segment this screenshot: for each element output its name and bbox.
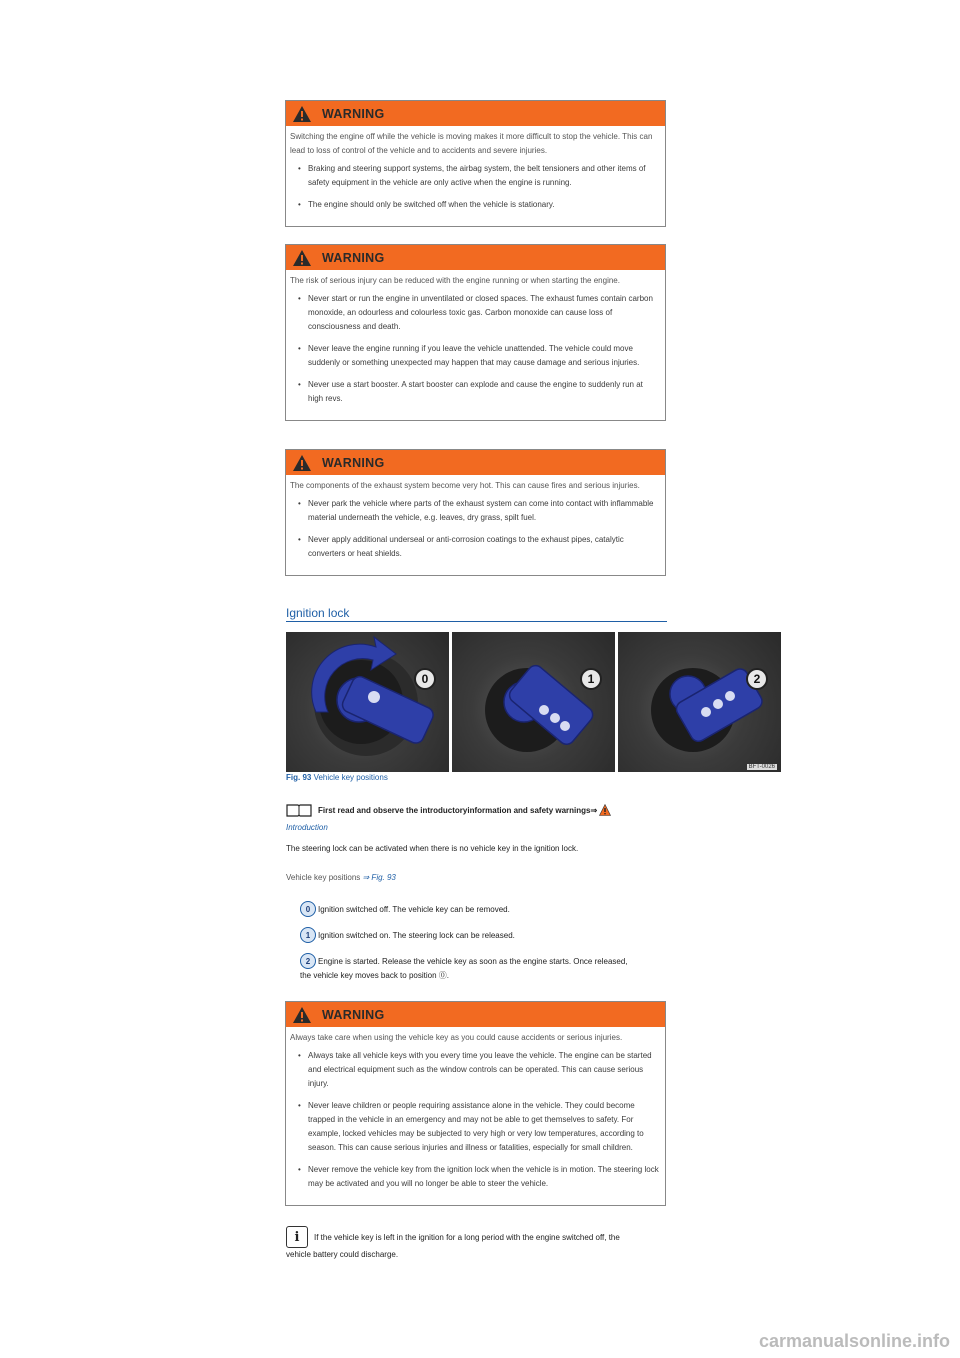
figure-caption [286, 773, 388, 782]
warning-triangle-icon [292, 105, 312, 123]
position-item [300, 901, 510, 917]
position-item [300, 927, 515, 943]
warning-triangle-icon [292, 1006, 312, 1024]
warning-title: WARNING [322, 250, 385, 265]
warning-item: • Never leave children or people requiring assistance alone in the vehicle. They could become trapped in the vehicle in an emergency and may not be able to get themselves to safety. For example, locked vehicles may be subjected to very high or very low temperatures, according to season. This can cause serious injuries and illness or fatalities, especially for small children. [290, 1099, 659, 1155]
figure-panel-2 [618, 632, 781, 772]
position-text: Ignition switched off. The vehicle key can be removed. [318, 904, 510, 914]
warning-header [286, 450, 665, 475]
warning-item: • Never remove the vehicle key from the ignition lock when the vehicle is in motion. The steering lock may be activated and you will no longer be able to steer the vehicle. [290, 1163, 659, 1191]
position-number-badge: 0 [300, 901, 316, 917]
figure-code: BFT-0026 [748, 764, 775, 770]
book-icon [286, 803, 312, 817]
warning-link-icon[interactable] [599, 804, 611, 816]
note-text: If the vehicle key is left in the ignition for a long period with the engine switched off, the [314, 1232, 620, 1242]
position-number-badge: 2 [300, 953, 316, 969]
position-text: Engine is started. Release the vehicle key as soon as the engine starts. Once released, [318, 956, 628, 966]
warning-header [286, 101, 665, 126]
section-title: Ignition lock [286, 606, 667, 622]
position-number-badge: 1 [300, 927, 316, 943]
warning-item: • Braking and steering support systems, the airbag system, the belt tensioners and other items of safety equipment in the vehicle are only active when the engine is running. [290, 162, 659, 190]
note-text-continuation: vehicle battery could discharge. [286, 1250, 399, 1259]
warning-item: • Never start or run the engine in unventilated or closed spaces. The exhaust fumes contain carbon monoxide, an odourless and colourless toxic gas. Carbon monoxide can cause loss of consciousness and death. [290, 292, 659, 334]
warning-title: WARNING [322, 1007, 385, 1022]
warning-intro: The components of the exhaust system become very hot. This can cause fires and serious injuries. [290, 481, 640, 490]
warning-header [286, 1002, 665, 1027]
read-first-notice [286, 803, 611, 817]
warning-intro: Switching the engine off while the vehicle is moving makes it more difficult to stop the vehicle. This can lead to loss of control of the vehicle and to accidents and severe injuries. [290, 132, 653, 155]
warning-intro: The risk of serious injury can be reduced with the engine running or when starting the engine. [290, 276, 620, 285]
position-badge-2: 2 [746, 668, 768, 690]
position-text: Ignition switched on. The steering lock can be released. [318, 930, 515, 940]
warning-intro: Always take care when using the vehicle key as you could cause accidents or serious injuries. [290, 1033, 623, 1042]
warning-header [286, 245, 665, 270]
warning-triangle-icon [292, 249, 312, 267]
watermark: carmanualsonline.info [758, 1331, 950, 1351]
key-image-1 [452, 632, 615, 772]
introduction-link[interactable]: Introduction [286, 823, 328, 832]
info-icon: i [286, 1226, 308, 1248]
figure-number: Fig. 93 [286, 773, 312, 782]
position-2-continuation: the vehicle key moves back to position ⓪. [300, 971, 449, 980]
key-positions-figure [286, 632, 781, 772]
warning-item: • Never park the vehicle where parts of the exhaust system can come into contact with inflammable material underneath the vehicle, e.g. leaves, dry grass, spilt fuel. [290, 497, 659, 525]
read-first-text: First read and observe the introductoryinformation and safety warnings [318, 805, 591, 815]
figure-panel-1 [452, 632, 615, 772]
warning-item: • Never leave the engine running if you leave the vehicle unattended. The vehicle could move suddenly or something unexpected may happen that may cause damage and serious injuries. [290, 342, 659, 370]
warning-box [285, 1001, 666, 1206]
figure-panel-0 [286, 632, 449, 772]
figure-caption-text: Vehicle key positions [311, 773, 388, 782]
position-badge-0: 0 [414, 668, 436, 690]
position-item [300, 953, 628, 969]
warning-item: • The engine should only be switched off when the vehicle is stationary. [290, 198, 659, 212]
warning-item: • Never apply additional underseal or anti-corrosion coatings to the exhaust pipes, catalytic converters or heat shields. [290, 533, 659, 561]
warning-item: • Never use a start booster. A start booster can explode and cause the engine to suddenly run at high revs. [290, 378, 659, 406]
warning-box [285, 449, 666, 576]
warning-box [285, 100, 666, 227]
warning-title: WARNING [322, 455, 385, 470]
info-note [286, 1226, 620, 1248]
warning-item: • Always take all vehicle keys with you every time you leave the vehicle. The engine can be started and electrical equipment such as the window controls can be operated. This can cause serious injury. [290, 1049, 659, 1091]
warning-title: WARNING [322, 106, 385, 121]
steering-lock-text: The steering lock can be activated when there is no vehicle key in the ignition lock. [286, 844, 579, 853]
figure-link[interactable]: ⇒ Fig. 93 [362, 873, 396, 882]
key-positions-text: Vehicle key positions [286, 873, 363, 882]
key-image-0 [286, 632, 449, 772]
key-image-2 [618, 632, 781, 772]
position-badge-1: 1 [580, 668, 602, 690]
read-first-arrow: ⇒ [590, 805, 598, 815]
warning-box [285, 244, 666, 421]
warning-triangle-icon [292, 454, 312, 472]
key-positions-label [286, 873, 396, 882]
